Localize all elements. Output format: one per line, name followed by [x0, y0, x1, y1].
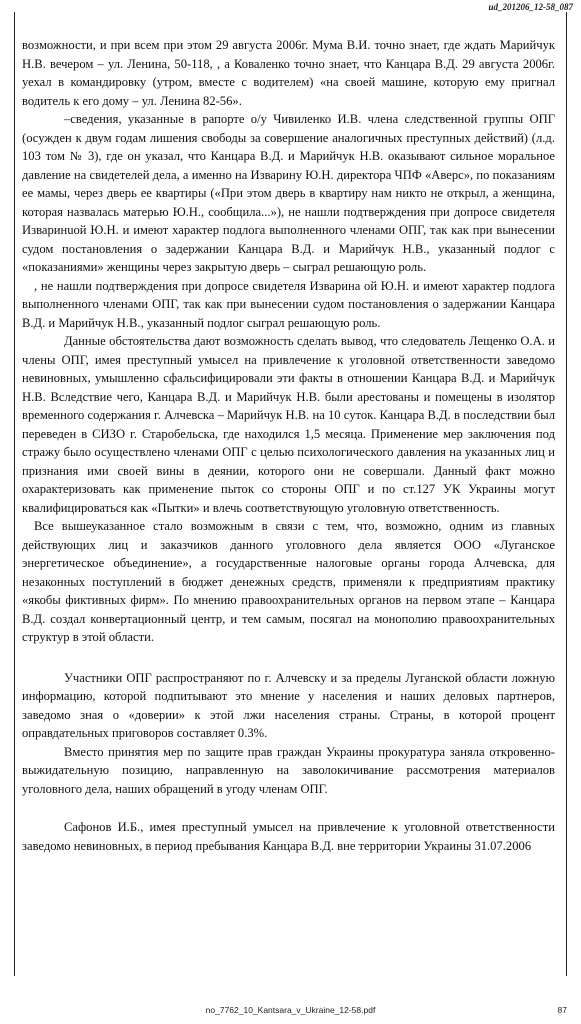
paragraph-7: Вместо принятия мер по защите прав граждан Украины прокуратура заняла откровенно-выжидательную позицию, направленную на заволокичивание рассмотрения материалов уголовного дела, наших обращений в угоду членам ОПГ.: [22, 744, 555, 796]
document-body: [22, 36, 555, 855]
paragraph-4: Данные обстоятельства дают возможность сделать вывод, что следователь Лещенко О.А. и члены ОПГ, имея преступный умысел на привлечение к уголовной ответственности заведомо невиновных, умышленно сфальсифицировали эти факты в отношении Канцара В.Д. и Марийчук Н.В. Вследствие чего, Канцара В.Д. и Марийчук Н.В. были арестованы и помещены в изолятор временного содержания г. Алчевска – Марийчук Н.В. на 10 суток. Канцара В.Д. в последствии был переведен в СИЗО г. Старобельска, где находился 1,5 месяца. Применение мер заключения под стражу было осуществлено членами ОПГ с целью психологического давления на указанных лиц и признания ими своей вины в деянии, которого они не совершали. Данный факт можно охарактеризовать как применение пыток со стороны ОПГ и по ст.127 УК Украины могут квалифицироваться как «Пытки» и влечь соответствующую уголовную ответственность.: [22, 334, 555, 515]
paragraph-5: Все вышеуказанное стало возможным в связи с тем, что, возможно, одним из главных действующих лиц и заказчиков данного уголовного дела является ООО «Луганское энергетическое объединение», а государственные налоговые органы города Алчевска, для незаконных поступлений в бюджет денежных средств, применяли к предприятиям практику «якобы фиктивных фирм». По мнению правоохранительных органов на первом этапе – Канцара В.Д. создал конвертационный центр, и тем самым, посягал на монополию правоохранительных структур в этой области.: [22, 519, 555, 644]
paragraph-3: , не нашли подтверждения при допросе свидетеля Изварина ой Ю.Н. и имеют характер подлога выполненного членами ОПГ, так как при вынесении судом постановления о задержании Канцара В.Д. и Марийчук Н.В., указанный подлог сыграл решающую роль.: [22, 278, 555, 330]
paragraph-2: –сведения, указанные в рапорте о/у Чивиленко И.В. члена следственной группы ОПГ (осужден к двум годам лишения свободы за совершение аналогичных преступных действий) (л.д. 103 том № 3), где он указал, что Канцара В.Д. и Марийчук Н.В. оказывают сильное моральное давление на свидетелей дела, а именно на Изварину Ю.Н. директора ЧПФ «Аверс», по показаниям ее мамы, через дверь ее квартиры («При этом дверь в квартиру нам никто не открыл, а женщина, которая назвалась матерью Ю.Н., сообщила...»), не нашли подтверждения при допросе свидетеля Изваринuой Ю.Н. и имеют характер подлога выполненного членами ОПГ, так как при вынесении судом постановления о задержании Канцара В.Д. и Марийчук Н.В., указанный подлог с «показаниями» женщины через закрытую дверь – сыграл решающую роль.: [22, 112, 555, 274]
footer-filename: no_7762_10_Kantsara_v_Ukraine_12-58.pdf: [205, 1005, 376, 1015]
document-id-header: ud_201206_12-58_087: [488, 2, 573, 12]
paragraph-6: Участники ОПГ распространяют по г. Алчевску и за пределы Луганской области ложную информацию, которой подпитывают это мнение у населения и наших деловых партнеров, заведомо зная о «доверии» к этой лжи населения страны. Страны, в которой процент оправдательных приговоров составляет 0.3%.: [22, 670, 555, 740]
page-number: 87: [557, 1005, 567, 1015]
paragraph-1: возможности, и при всем при этом 29 августа 2006г. Мума В.И. точно знает, где ждать Марийчук Н.В. вечером – ул. Ленина, 50-118, , а Коваленко точно знает, что Канцара В.Д. 29 августа 2006г. уехал в командировку (утром, вместе с водителем) «на своей машине, которую ему пригнал водитель к его дому – ул. Ленина 82-56».: [22, 38, 555, 108]
paragraph-8: Сафонов И.Б., имея преступный умысел на привлечение к уголовной ответственности заведомо невиновных, в период пребывания Канцара В.Д. вне территории Украины 31.07.2006: [22, 820, 555, 853]
